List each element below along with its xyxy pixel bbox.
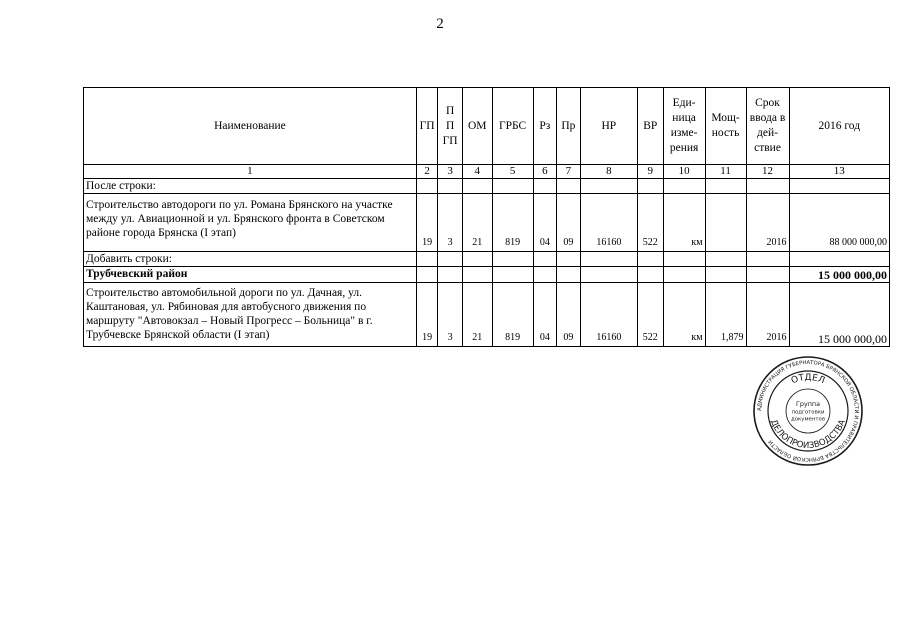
row2-power: 1,879 (705, 283, 746, 347)
col-num: 3 (438, 165, 463, 179)
row2-term: 2016 (746, 283, 789, 347)
row2-ppgp: 3 (438, 283, 463, 347)
row1-pr: 09 (557, 194, 581, 252)
column-number-row (84, 165, 890, 179)
row1-term: 2016 (746, 194, 789, 252)
stamp-dept-word: ОТДЕЛ (789, 373, 827, 387)
header-pp-gp-text: ПП ГП (442, 104, 458, 147)
table-header-row (84, 88, 890, 165)
col-num: 8 (580, 165, 637, 179)
col-num: 7 (557, 165, 581, 179)
row1-ppgp: 3 (438, 194, 463, 252)
header-vr: ВР (638, 88, 664, 165)
header-unit: Еди- ница изме- рения (663, 88, 705, 165)
page-number: 2 (436, 16, 444, 32)
row1-unit: км (663, 194, 705, 252)
row2-name: Строительство автомобильной дороги по ул. Дачная, ул. Каштановая, ул. Рябиновая для автобусного движения по маршруту "Автовокзал – Новый Прогресс – Больница" в г. Трубчевске Брянской области (I этап) (84, 283, 417, 347)
table-row (84, 194, 890, 252)
col-num: 10 (663, 165, 705, 179)
stamp-group-line1: Группа (795, 400, 821, 408)
official-stamp (752, 355, 864, 467)
header-pp-gp (438, 88, 463, 165)
col-num: 5 (492, 165, 533, 179)
row1-power (705, 194, 746, 252)
after-row-line (84, 179, 890, 194)
stamp-group-line3: документов (791, 416, 825, 423)
district-row (84, 267, 890, 283)
add-rows-label: Добавить строки: (84, 252, 417, 267)
budget-table (83, 87, 890, 347)
header-power: Мощ- ность (705, 88, 746, 165)
header-year: 2016 год (789, 88, 889, 165)
stamp-outer-text: АДМИНИСТРАЦИЯ ГУБЕРНАТОРА БРЯНСКОЙ ОБЛАСТИ И ПРАВИТЕЛЬСТВА БРЯНСКОЙ ОБЛАСТИ (756, 359, 860, 463)
row2-nr: 16160 (580, 283, 637, 347)
row2-unit: км (663, 283, 705, 347)
header-nr: НР (580, 88, 637, 165)
col-num: 12 (746, 165, 789, 179)
row1-name: Строительство автодороги по ул. Романа Брянского на участке между ул. Авиационной и ул. Брянского фронта в Советском районе города Брянска (I этап) (84, 194, 417, 252)
row2-pr: 09 (557, 283, 581, 347)
add-rows-line (84, 252, 890, 267)
row1-vr: 522 (638, 194, 664, 252)
stamp-dept-name: ДЕЛОПРОИЗВОДСТВА (767, 418, 849, 452)
header-gp: ГП (416, 88, 438, 165)
header-grbs: ГРБС (492, 88, 533, 165)
row2-vr: 522 (638, 283, 664, 347)
col-num: 13 (789, 165, 889, 179)
row1-grbs: 819 (492, 194, 533, 252)
row1-gp: 19 (416, 194, 438, 252)
row2-gp: 19 (416, 283, 438, 347)
header-term: Срок ввода в дей- ствие (746, 88, 789, 165)
row2-om: 21 (462, 283, 492, 347)
col-num: 1 (84, 165, 417, 179)
header-naimenovanie: Наименование (84, 88, 417, 165)
row2-rz: 04 (533, 283, 557, 347)
stamp-group-line2: подготовки (791, 409, 825, 416)
col-num: 2 (416, 165, 438, 179)
row1-amount: 88 000 000,00 (789, 194, 889, 252)
row1-rz: 04 (533, 194, 557, 252)
col-num: 4 (462, 165, 492, 179)
col-num: 6 (533, 165, 557, 179)
header-pr: Пр (557, 88, 581, 165)
row1-om: 21 (462, 194, 492, 252)
row2-amount: 15 000 000,00 (789, 283, 889, 347)
header-rz: Рз (533, 88, 557, 165)
header-om: ОМ (462, 88, 492, 165)
district-amount: 15 000 000,00 (789, 267, 889, 283)
col-num: 9 (638, 165, 664, 179)
table-row (84, 283, 890, 347)
row2-grbs: 819 (492, 283, 533, 347)
col-num: 11 (705, 165, 746, 179)
after-row-label: После строки: (84, 179, 417, 194)
row1-nr: 16160 (580, 194, 637, 252)
district-name: Трубчевский район (84, 267, 417, 283)
